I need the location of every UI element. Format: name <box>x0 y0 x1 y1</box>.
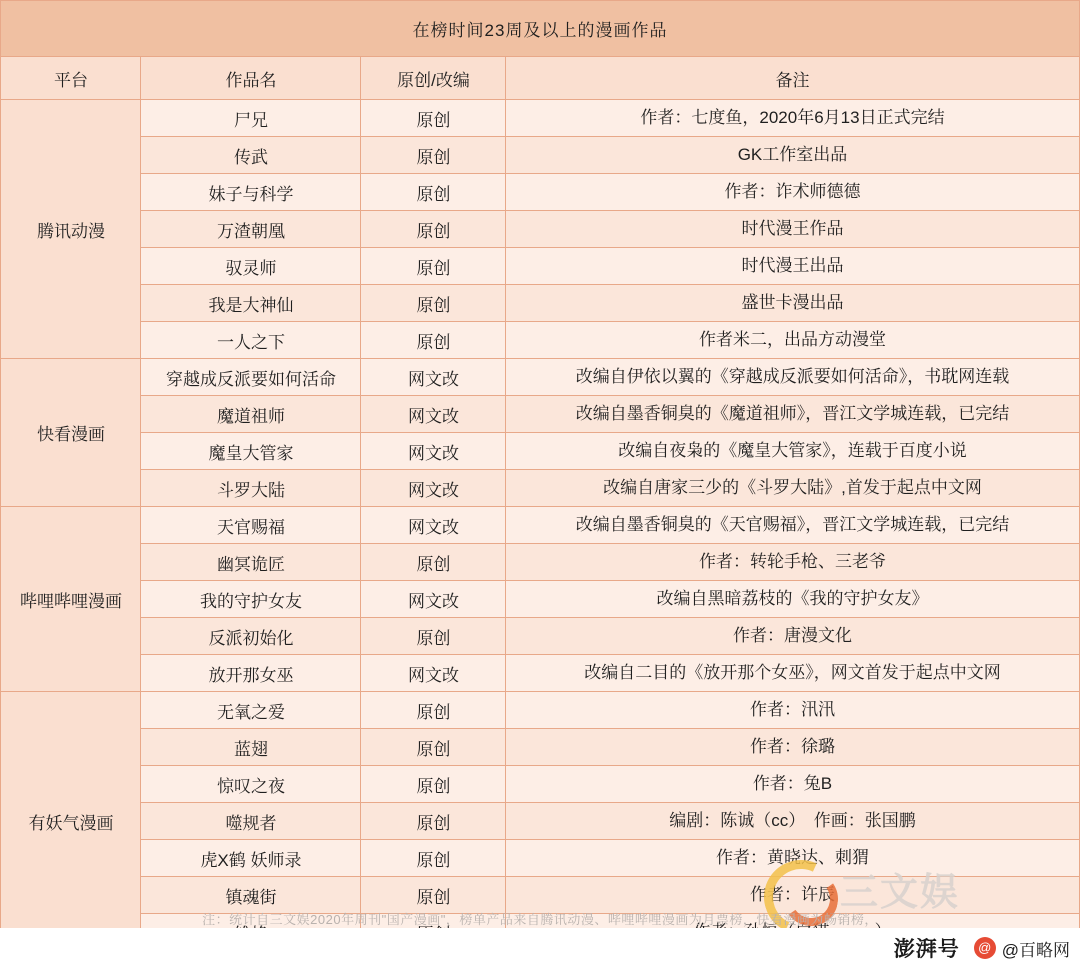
work-name-cell: 放开那女巫 <box>141 655 361 692</box>
note-cell <box>506 359 1079 396</box>
origin-type-cell: 原创 <box>361 840 506 877</box>
note-text: 盛世卡漫出品 <box>741 293 844 313</box>
note-cell <box>506 544 1079 581</box>
note-cell <box>506 137 1079 174</box>
watermark-text: 三文娱 <box>839 871 960 914</box>
note-text: 作者：转轮手枪、三老爷 <box>698 552 886 572</box>
note-cell <box>506 433 1079 470</box>
table-row <box>1 803 1079 840</box>
note-text: 作者：黄晓达、刺猬 <box>715 848 869 868</box>
origin-type-cell: 原创 <box>361 692 506 729</box>
note-text: 作者：七度鱼，2020年6月13日正式完结 <box>640 108 945 128</box>
platform-cell: 快看漫画 <box>1 359 141 507</box>
origin-type-cell: 网文改 <box>361 470 506 507</box>
note-text: 改编自夜枭的《魔皇大管家》，连载于百度小说 <box>618 441 967 461</box>
note-text: 作者：许辰 <box>749 885 835 905</box>
note-text: 改编自黑暗荔枝的《我的守护女友》 <box>656 589 929 609</box>
note-text: 时代漫王作品 <box>741 219 844 239</box>
origin-type-cell: 原创 <box>361 285 506 322</box>
page-title: 在榜时间23周及以上的漫画作品 <box>1 1 1079 57</box>
table-row <box>1 729 1079 766</box>
column-header: 平台 <box>1 57 141 100</box>
work-name-cell: 魔皇大管家 <box>141 433 361 470</box>
note-text: 改编自墨香铜臭的《天官赐福》，晋江文学城连载，已完结 <box>575 515 1010 535</box>
note-text: 改编自伊依以翼的《穿越成反派要如何活命》，书耽网连载 <box>575 367 1010 387</box>
note-text: GK工作室出品 <box>737 145 848 165</box>
table-row <box>1 840 1079 877</box>
origin-type-cell: 原创 <box>361 877 506 914</box>
table-row <box>1 174 1079 211</box>
work-name-cell: 镇魂街 <box>141 877 361 914</box>
bottom-bar <box>0 928 1080 968</box>
column-header: 备注 <box>506 57 1079 100</box>
note-cell <box>506 618 1079 655</box>
table-row <box>1 100 1079 137</box>
pengpai-brand-label: 澎湃号 <box>893 938 960 961</box>
account-label: @百略网 <box>1001 940 1070 960</box>
column-header: 原创/改编 <box>361 57 506 100</box>
column-header: 作品名 <box>141 57 361 100</box>
note-cell <box>506 100 1079 137</box>
note-cell <box>506 174 1079 211</box>
note-cell <box>506 470 1079 507</box>
origin-type-cell: 网文改 <box>361 396 506 433</box>
work-name-cell: 驭灵师 <box>141 248 361 285</box>
table-row <box>1 655 1079 692</box>
note-text: 时代漫王出品 <box>741 256 844 276</box>
work-name-cell: 无氧之爱 <box>141 692 361 729</box>
work-name-cell: 穿越成反派要如何活命 <box>141 359 361 396</box>
origin-type-cell: 原创 <box>361 544 506 581</box>
note-cell <box>506 322 1079 359</box>
origin-type-cell: 网文改 <box>361 433 506 470</box>
origin-type-cell: 原创 <box>361 211 506 248</box>
avatar: @ <box>974 937 996 959</box>
table-row <box>1 396 1079 433</box>
work-name-cell: 噬规者 <box>141 803 361 840</box>
note-text: 作者米二，出品方动漫堂 <box>698 330 886 350</box>
origin-type-cell: 原创 <box>361 729 506 766</box>
pengpai-brand[interactable] <box>894 933 960 963</box>
origin-type-cell: 原创 <box>361 803 506 840</box>
work-name-cell: 魔道祖师 <box>141 396 361 433</box>
note-text: 作者：徐璐 <box>749 737 835 757</box>
origin-type-cell: 原创 <box>361 322 506 359</box>
table-row <box>1 322 1079 359</box>
note-text: 作者：汛汛 <box>749 700 835 720</box>
table-row <box>1 470 1079 507</box>
footnote: 注：统计自三文娱2020年周刊"国产漫画"，榜单产品来自腾讯动漫、哔哩哔哩漫画为月票榜，快看漫画为畅销榜， <box>202 912 878 927</box>
work-name-cell: 天官赐福 <box>141 507 361 544</box>
note-cell <box>506 581 1079 618</box>
table-row <box>1 581 1079 618</box>
platform-cell: 哔哩哔哩漫画 <box>1 507 141 692</box>
work-name-cell: 蓝翅 <box>141 729 361 766</box>
note-cell <box>506 729 1079 766</box>
table-row <box>1 211 1079 248</box>
table-row <box>1 766 1079 803</box>
origin-type-cell: 原创 <box>361 174 506 211</box>
work-name-cell: 惊叹之夜 <box>141 766 361 803</box>
work-name-cell: 尸兄 <box>141 100 361 137</box>
note-cell <box>506 877 1079 914</box>
origin-type-cell: 原创 <box>361 100 506 137</box>
note-cell <box>506 692 1079 729</box>
note-cell <box>506 248 1079 285</box>
note-text: 作者：兔B <box>752 774 833 794</box>
note-text: 改编自二目的《放开那个女巫》，网文首发于起点中文网 <box>584 663 1001 683</box>
origin-type-cell: 原创 <box>361 618 506 655</box>
table-row <box>1 248 1079 285</box>
account-chip[interactable] <box>974 936 1070 961</box>
table-row <box>1 544 1079 581</box>
note-cell <box>506 766 1079 803</box>
table-row <box>1 285 1079 322</box>
table-row <box>1 433 1079 470</box>
origin-type-cell: 网文改 <box>361 581 506 618</box>
work-name-cell: 一人之下 <box>141 322 361 359</box>
origin-type-cell: 网文改 <box>361 359 506 396</box>
work-name-cell: 传武 <box>141 137 361 174</box>
work-name-cell: 我是大神仙 <box>141 285 361 322</box>
table-row <box>1 618 1079 655</box>
note-text: 改编自墨香铜臭的《魔道祖师》，晋江文学城连载，已完结 <box>575 404 1010 424</box>
note-text: 编剧：陈诚（cc） 作画：张国鹏 <box>669 811 916 831</box>
table-row <box>1 137 1079 174</box>
table-row <box>1 507 1079 544</box>
origin-type-cell: 原创 <box>361 137 506 174</box>
note-cell <box>506 285 1079 322</box>
note-text: 作者：诈术师德德 <box>724 182 861 202</box>
origin-type-cell: 原创 <box>361 248 506 285</box>
note-cell <box>506 507 1079 544</box>
note-cell <box>506 840 1079 877</box>
note-cell <box>506 803 1079 840</box>
table-row <box>1 877 1079 914</box>
origin-type-cell: 网文改 <box>361 655 506 692</box>
work-name-cell: 幽冥诡匠 <box>141 544 361 581</box>
note-cell <box>506 211 1079 248</box>
note-text: 改编自唐家三少的《斗罗大陆》,首发于起点中文网 <box>603 478 982 498</box>
origin-type-cell: 网文改 <box>361 507 506 544</box>
origin-type-cell: 原创 <box>361 766 506 803</box>
work-name-cell: 反派初始化 <box>141 618 361 655</box>
note-text: 作者：唐漫文化 <box>732 626 852 646</box>
work-name-cell: 妹子与科学 <box>141 174 361 211</box>
work-name-cell: 虎X鹤 妖师录 <box>141 840 361 877</box>
work-name-cell: 万渣朝凰 <box>141 211 361 248</box>
table-row <box>1 359 1079 396</box>
note-cell <box>506 655 1079 692</box>
platform-cell: 腾讯动漫 <box>1 100 141 359</box>
platform-cell: 有妖气漫画 <box>1 692 141 951</box>
table-row <box>1 692 1079 729</box>
work-name-cell: 斗罗大陆 <box>141 470 361 507</box>
note-cell <box>506 396 1079 433</box>
work-name-cell: 我的守护女友 <box>141 581 361 618</box>
